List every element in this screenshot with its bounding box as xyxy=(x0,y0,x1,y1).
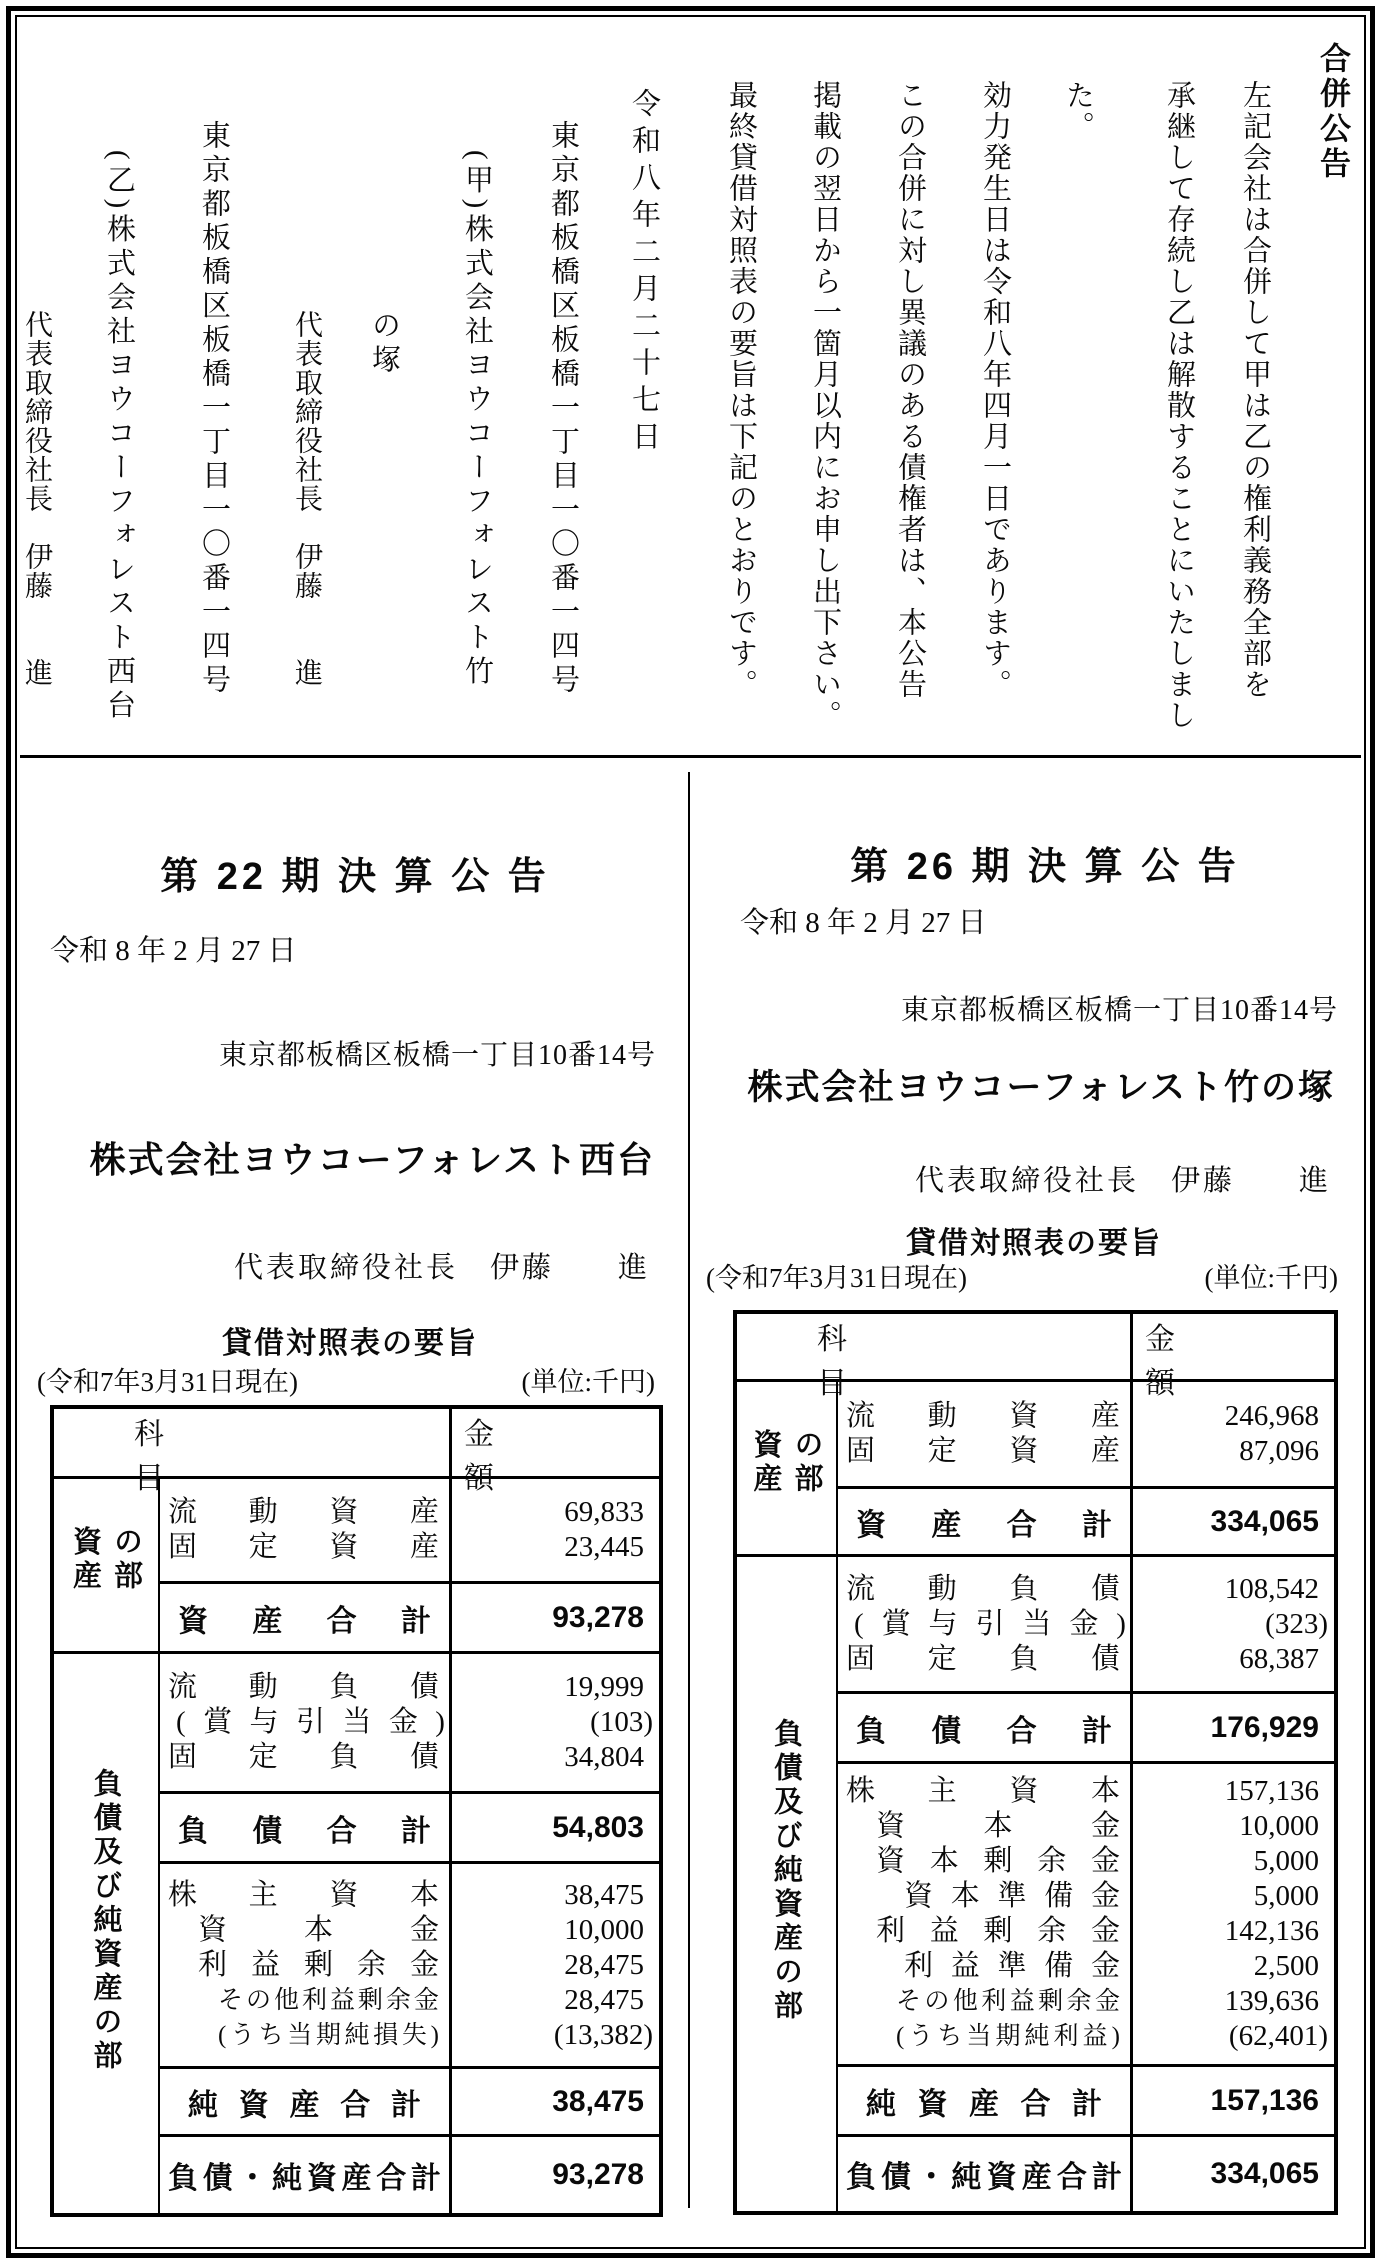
equity-item-label: 資 本 準 備 金 xyxy=(904,1880,1120,1912)
party-a-address: 東京都板橋区板橋一丁目一〇番一四号 xyxy=(547,120,579,698)
left-bs-title: 貸借対照表の要旨 xyxy=(222,1327,478,1360)
asset-item-label: 流 動 資 産 xyxy=(168,1496,439,1528)
asset-item-amount: 246,968 xyxy=(1224,1400,1319,1432)
right-equity-items xyxy=(838,1764,1130,2067)
equity-item-label: 利 益 剰 余 金 xyxy=(876,1915,1120,1947)
right-report-company: 株式会社ヨウコーフォレスト竹の塚 xyxy=(747,1068,1335,1107)
equity-item-amount: 28,475 xyxy=(564,1983,644,2016)
column-divider-line xyxy=(688,772,690,2208)
left-bs-meta xyxy=(37,1360,655,1399)
left-assets-total-amount: 93,278 xyxy=(449,1584,659,1654)
right-liabilities-total-amount: 176,929 xyxy=(1130,1694,1334,1764)
equity-item-label: 資 本 金 xyxy=(198,1913,439,1946)
equity-item-label: ( う ち 当 期 純 損 失 ) xyxy=(218,2021,439,2049)
liability-item-label: ( 賞 与 引 当 金 ) xyxy=(176,1706,445,1738)
equity-item-amount: 5,000 xyxy=(1253,1845,1319,1877)
left-equity-items xyxy=(160,1864,449,2069)
right-assets-section-label: 資産の部 xyxy=(737,1382,838,1557)
asset-item-amount: 69,833 xyxy=(564,1496,644,1528)
right-asset-items xyxy=(838,1382,1130,1489)
left-col-header-amount: 金 額 xyxy=(449,1409,659,1479)
equity-item-amount: (13,382) xyxy=(553,2018,653,2051)
section-divider-line xyxy=(20,755,1361,758)
right-liability-items xyxy=(838,1557,1130,1694)
left-report-company: 株式会社ヨウコーフォレスト西台 xyxy=(89,1139,655,1180)
merger-body-col-5: この合併に対し異議のある債権者は、本公告 xyxy=(894,80,926,700)
equity-item-label: 利 益 剰 余 金 xyxy=(198,1948,439,1981)
left-liabilities-total-row: 負 債 合 計 xyxy=(160,1794,449,1864)
left-report-president: 代表取締役社長 伊藤 進 xyxy=(233,1252,650,1284)
merger-title: 合併公告 xyxy=(1315,42,1350,182)
party-a-name: (甲)株式会社ヨウコーフォレスト竹 xyxy=(461,150,493,690)
liability-item-label: 固 定 負 債 xyxy=(846,1642,1120,1675)
party-a-president: 代表取締役社長 伊藤 進 xyxy=(291,310,322,687)
party-a-name-continued: の塚 xyxy=(368,310,400,378)
equity-item-amount: 10,000 xyxy=(564,1913,644,1946)
equity-item-label: 株 主 資 本 xyxy=(846,1775,1120,1807)
liability-item-amount: 108,542 xyxy=(1224,1572,1319,1605)
equity-item-amount: 10,000 xyxy=(1239,1810,1319,1842)
equity-item-amount: 38,475 xyxy=(564,1878,644,1911)
equity-item-amount: 5,000 xyxy=(1253,1880,1319,1912)
liability-item-label: ( 賞 与 引 当 金 ) xyxy=(854,1607,1126,1640)
balance-sheet-table-left xyxy=(50,1405,663,2217)
left-report-date: 令和 8 年 2 月 27 日 xyxy=(50,935,297,967)
liability-item-label: 流 動 負 債 xyxy=(846,1572,1120,1605)
left-asset-items xyxy=(160,1479,449,1584)
liability-item-label: 流 動 負 債 xyxy=(168,1671,439,1703)
right-assets-total-amount: 334,065 xyxy=(1130,1489,1334,1557)
right-asset-amounts xyxy=(1130,1382,1334,1489)
merger-body-col-4: 効力発生日は令和八年四月一日であります。 xyxy=(979,80,1011,700)
left-grand-total-amount: 93,278 xyxy=(449,2137,659,2213)
right-liabilities-total-row: 負 債 合 計 xyxy=(838,1694,1130,1764)
equity-item-label: 株 主 資 本 xyxy=(168,1878,439,1911)
right-equity-amounts xyxy=(1130,1764,1334,2067)
right-bs-asof: (令和7年3月31日現在) xyxy=(706,1263,967,1293)
left-liabilities-total-amount: 54,803 xyxy=(449,1794,659,1864)
left-grand-total-row: 負 債 ・ 純 資 産 合 計 xyxy=(168,2162,441,2195)
left-col-header-item: 科 目 xyxy=(54,1409,449,1479)
liability-item-label: 固 定 負 債 xyxy=(168,1741,439,1773)
liability-item-amount: (103) xyxy=(590,1706,653,1738)
equity-item-amount: 28,475 xyxy=(564,1948,644,1981)
right-report-date: 令和 8 年 2 月 27 日 xyxy=(740,907,987,939)
party-b-address: 東京都板橋区板橋一丁目一〇番一四号 xyxy=(198,120,230,698)
right-bs-title: 貸借対照表の要旨 xyxy=(906,1227,1162,1260)
right-report-president: 代表取締役社長 伊藤 進 xyxy=(914,1165,1331,1197)
right-report-title: 第 26 期 決 算 公 告 xyxy=(850,846,1240,888)
asset-item-label: 流 動 資 産 xyxy=(846,1400,1120,1432)
equity-item-amount: 157,136 xyxy=(1224,1775,1319,1807)
right-net-assets-total-row: 純 資 産 合 計 xyxy=(838,2067,1130,2137)
left-bs-asof: (令和7年3月31日現在) xyxy=(37,1367,298,1397)
liability-item-amount: 68,387 xyxy=(1239,1642,1319,1675)
equity-item-label: ( う ち 当 期 純 利 益 ) xyxy=(896,2023,1120,2050)
right-liability-amounts xyxy=(1130,1557,1334,1694)
right-grand-total-row: 負 債 ・ 純 資 産 合 計 xyxy=(846,2161,1122,2194)
equity-item-amount: 139,636 xyxy=(1224,1985,1319,2017)
asset-item-amount: 87,096 xyxy=(1239,1435,1319,1467)
merger-notice-section xyxy=(20,30,1355,740)
left-net-assets-total-row: 純 資 産 合 計 xyxy=(160,2069,449,2137)
left-liability-items xyxy=(160,1654,449,1794)
left-liab-equity-section-label: 負債及び純資産の部 xyxy=(54,1654,160,2213)
equity-item-label: 資 本 金 xyxy=(876,1810,1120,1842)
equity-item-amount: 2,500 xyxy=(1253,1950,1319,1982)
right-col-header-item: 科 目 xyxy=(737,1314,1130,1382)
merger-body-col-7: 最終貸借対照表の要旨は下記のとおりです。 xyxy=(725,80,757,700)
equity-item-label: そ の 他 利 益 剰 余 金 xyxy=(218,1986,439,2014)
party-b-president: 代表取締役社長 伊藤 進 xyxy=(21,310,52,687)
left-bs-unit: (単位:千円) xyxy=(521,1367,655,1397)
liability-item-amount: 19,999 xyxy=(564,1671,644,1703)
liability-item-amount: (323) xyxy=(1265,1607,1328,1640)
equity-item-label: 利 益 準 備 金 xyxy=(904,1950,1120,1982)
left-liability-amounts xyxy=(449,1654,659,1794)
left-report-title: 第 22 期 決 算 公 告 xyxy=(160,856,550,898)
left-asset-amounts xyxy=(449,1479,659,1584)
equity-item-label: そ の 他 利 益 剰 余 金 xyxy=(896,1988,1120,2015)
merger-body-col-6: 掲載の翌日から一箇月以内にお申し出下さい。 xyxy=(809,80,841,731)
right-assets-total-row: 資 産 合 計 xyxy=(838,1489,1130,1557)
asset-item-amount: 23,445 xyxy=(564,1531,644,1563)
left-equity-amounts xyxy=(449,1864,659,2069)
asset-item-label: 固 定 資 産 xyxy=(846,1435,1120,1467)
merger-body-col-2: 承継して存続し乙は解散することにいたしまし xyxy=(1163,80,1195,731)
left-assets-section-label: 資産の部 xyxy=(54,1479,160,1654)
right-grand-total-amount: 334,065 xyxy=(1130,2137,1334,2211)
asset-item-label: 固 定 資 産 xyxy=(168,1531,439,1563)
right-liab-equity-section-label: 負債及び純資産の部 xyxy=(737,1557,838,2211)
left-net-assets-total-amount: 38,475 xyxy=(449,2069,659,2137)
balance-sheet-table-right xyxy=(733,1310,1338,2215)
liability-item-amount: 34,804 xyxy=(564,1741,644,1773)
merger-body-col-3: た。 xyxy=(1062,80,1094,142)
equity-item-amount: (62,401) xyxy=(1228,2020,1328,2052)
equity-item-amount: 142,136 xyxy=(1224,1915,1319,1947)
left-report-address: 東京都板橋区板橋一丁目10番14号 xyxy=(218,1040,656,1071)
merger-body-col-1: 左記会社は合併して甲は乙の権利義務全部を xyxy=(1239,80,1271,700)
right-report-address: 東京都板橋区板橋一丁目10番14号 xyxy=(900,995,1338,1026)
merger-date: 令和八年二月二十七日 xyxy=(628,88,660,458)
left-assets-total-row: 資 産 合 計 xyxy=(160,1584,449,1654)
right-bs-meta xyxy=(706,1256,1338,1295)
right-bs-unit: (単位:千円) xyxy=(1204,1263,1338,1293)
party-b-name: (乙)株式会社ヨウコーフォレスト西台 xyxy=(103,150,135,724)
right-col-header-amount: 金 額 xyxy=(1130,1314,1334,1382)
equity-item-label: 資 本 剰 余 金 xyxy=(876,1845,1120,1877)
right-net-assets-total-amount: 157,136 xyxy=(1130,2067,1334,2137)
